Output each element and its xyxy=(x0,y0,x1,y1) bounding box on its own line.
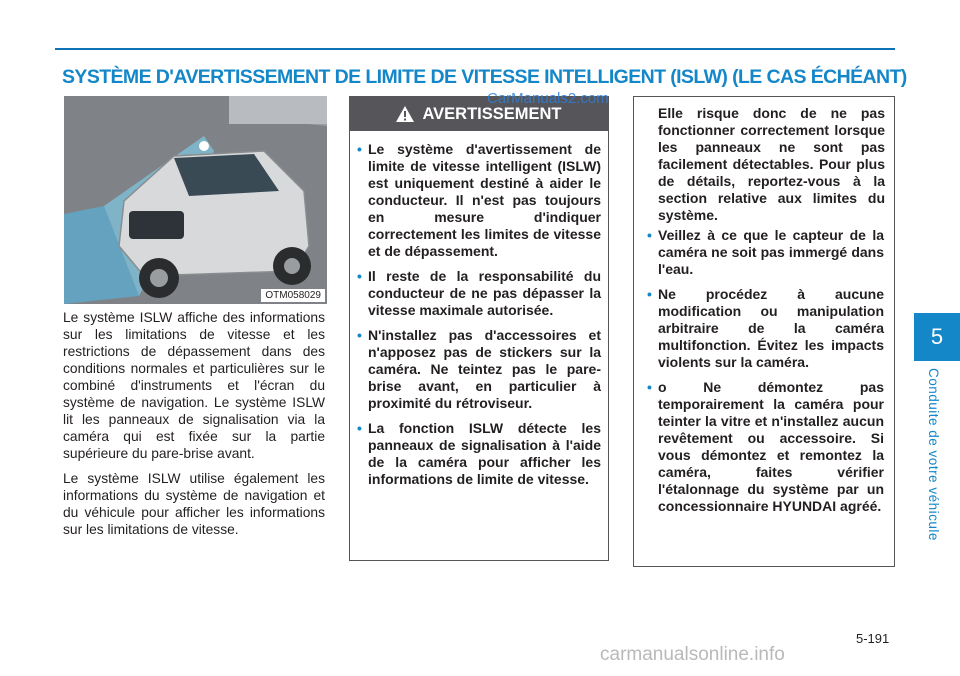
intro-paragraph-1: Le système ISLW affiche des informations sur les limitations de vitesse et les restrictions de dépassement dans des conditions normales et particulières sur le combiné d'instruments et l'écran du système de navigation. Le système ISLW lit les panneaux de signalisation via la caméra qui est fixée sur la partie supérieure du pare-brise avant. xyxy=(63,310,325,461)
car-camera-illustration xyxy=(64,96,327,304)
warning-list xyxy=(350,141,608,496)
section-title: SYSTÈME D'AVERTISSEMENT DE LIMITE DE VITESSE INTELLIGENT (ISLW) (LE CAS ÉCHÉANT) xyxy=(62,66,907,88)
warning-item: • Il reste de la responsabilité du conducteur de ne pas dépasser la vitesse maximale autorisée. xyxy=(368,268,601,319)
watermark-top: CarManuals2.com xyxy=(487,90,609,107)
continued-item: • Veillez à ce que le capteur de la caméra ne soit pas immergé dans l'eau. xyxy=(658,227,884,278)
continued-paragraph: Elle risque donc de ne pas fonctionner correctement lorsque les panneaux ne sont pas facilement détectables. Pour plus de détails, reportez-vous à la section relative aux limites du système. xyxy=(658,105,885,223)
continued-item: • Ne procédez à aucune modification ou manipulation arbitraire de la caméra multifonction. Évitez les impacts violents sur la caméra. xyxy=(658,286,884,371)
warning-item: • N'installez pas d'accessoires et n'apposez pas de stickers sur la caméra. Ne teintez pas le pare-brise avant, en particulier à proximité du rétroviseur. xyxy=(368,327,601,412)
warning-item: • La fonction ISLW détecte les panneaux de signalisation à l'aide de la caméra pour afficher les informations de limite de vitesse. xyxy=(368,420,601,488)
car-illustration-svg xyxy=(64,96,327,304)
top-rule xyxy=(55,48,895,50)
warning-item: • Le système d'avertissement de limite de vitesse intelligent (ISLW) est uniquement destiné à aider le conducteur. Il n'est pas toujours en mesure d'indiquer correctement les limites de vitesse et de dépassement. xyxy=(368,141,601,260)
page-number: 5-191 xyxy=(856,631,890,646)
warning-continued-box xyxy=(633,96,895,567)
continued-item: • o Ne démontez pas temporairement la caméra pour teinter la vitre et n'installez aucun revêtement ou accessoire. Si vous démontez et remontez la caméra, faites vérifier l'étalonnage du système par un concessionnaire HYUNDAI agréé. xyxy=(658,379,884,515)
chapter-label: Conduite de votre véhicule xyxy=(926,368,941,541)
intro-text xyxy=(63,309,325,546)
chapter-tab[interactable]: 5 xyxy=(914,313,960,361)
watermark-bottom: carmanualsonline.info xyxy=(600,644,785,665)
grille xyxy=(129,211,184,239)
warning-header-label: AVERTISSEMENT xyxy=(422,104,562,123)
background-car xyxy=(229,96,327,124)
warning-triangle-icon xyxy=(396,106,414,122)
continued-list xyxy=(634,227,894,523)
camera-sensor xyxy=(199,141,209,151)
intro-paragraph-2: Le système ISLW utilise également les informations du système de navigation et du véhicule pour afficher les informations sur les limitations de vitesse. xyxy=(63,471,325,537)
warning-box xyxy=(349,96,609,561)
figure-label: OTM058029 xyxy=(261,289,325,302)
